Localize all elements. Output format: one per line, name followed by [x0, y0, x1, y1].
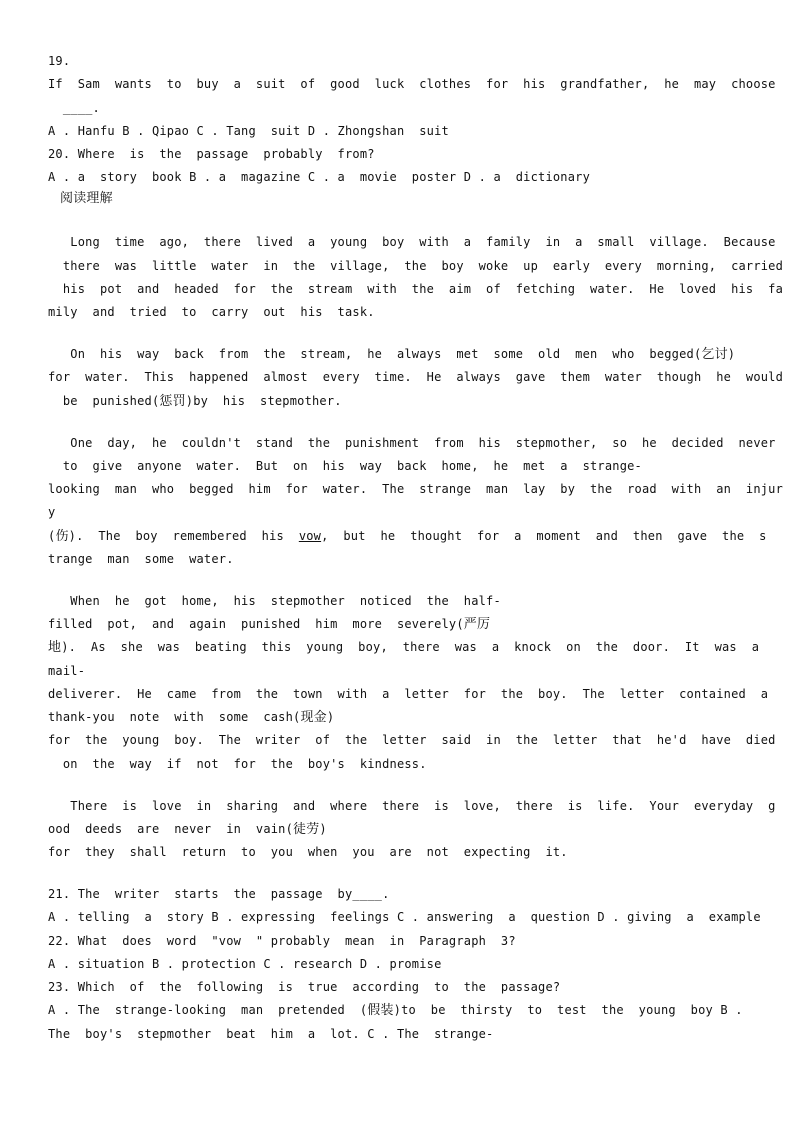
q21-options: A . telling a story B . expressing feelings C . answering a question D . giving a example [48, 910, 761, 924]
paragraph3-line1: One day, he couldn't stand the punishment from his stepmother, so he decided never [48, 436, 776, 450]
paragraph1-line3: his pot and headed for the stream with the aim of fetching water. He loved his fa [48, 282, 784, 296]
vow-word: vow [298, 529, 322, 543]
paragraph4-line8: on the way if not for the boy's kindness. [48, 757, 427, 771]
paragraph4-line7: for the young boy. The writer of the letter said in the letter that he'd have died [48, 733, 776, 747]
paragraph1-line2: there was little water in the village, the boy woke up early every morning, carried [48, 259, 784, 273]
paragraph4-line3: 地). As she was beating this young boy, there was a knock on the door. It was a [48, 640, 760, 655]
paragraph2-line3: be punished(惩罚)by his stepmother. [48, 394, 342, 409]
q23-options-line1: A . The strange-looking man pretended (假装)to be thirsty to test the young boy B . [48, 1003, 743, 1018]
paragraph4-line2: filled pot, and again punished him more severely(严厉 [48, 617, 491, 632]
paragraph5-line3: for they shall return to you when you are not expecting it. [48, 845, 568, 859]
paragraph2-line2: for water. This happened almost every time. He always gave them water though he would [48, 370, 784, 384]
paragraph1-line1: Long time ago, there lived a young boy with a family in a small village. Because [48, 235, 776, 249]
paragraph3-line6: trange man some water. [48, 552, 234, 566]
paragraph4-line5: deliverer. He came from the town with a letter for the boy. The letter contained a [48, 687, 769, 701]
q19-question-line1: If Sam wants to buy a suit of good luck clothes for his grandfather, he may choose [48, 77, 776, 91]
paragraph4-line1: When he got home, his stepmother noticed the half- [48, 594, 501, 608]
q19-question-line2: ____. [48, 101, 100, 115]
paragraph5-line1: There is love in sharing and where there is love, there is life. Your everyday g [48, 799, 776, 813]
paragraph4-line6: thank-you note with some cash(现金) [48, 710, 335, 725]
q22-question: 22. What does word "vow " probably mean in Paragraph 3? [48, 934, 516, 948]
paragraph3-line5: (伤). The boy remembered his vow, but he thought for a moment and then gave the s [48, 529, 767, 544]
paragraph3-line4: y [48, 505, 56, 519]
paragraph4-line4: mail- [48, 664, 86, 678]
paragraph3-line2: to give anyone water. But on his way back home, he met a strange- [48, 459, 642, 473]
paragraph2-line1: On his way back from the stream, he always met some old men who begged(乞讨) [48, 347, 736, 362]
q20-question: 20. Where is the passage probably from? [48, 147, 375, 161]
q19-number: 19. [48, 54, 71, 68]
q23-options-line2: The boy's stepmother beat him a lot. C . The strange- [48, 1027, 494, 1041]
q19-options: A . Hanfu B . Qipao C . Tang suit D . Zhongshan suit [48, 124, 449, 138]
q21-question: 21. The writer starts the passage by____. [48, 887, 390, 901]
q23-question: 23. Which of the following is true according to the passage? [48, 980, 561, 994]
q20-options: A . a story book B . a magazine C . a movie poster D . a dictionary [48, 170, 590, 184]
paragraph5-line2: ood deeds are never in vain(徒劳) [48, 822, 327, 837]
q22-options: A . situation B . protection C . research D . promise [48, 957, 442, 971]
section-title: 阅读理解 [60, 191, 113, 206]
paragraph1-line4: mily and tried to carry out his task. [48, 305, 375, 319]
paragraph3-line3: looking man who begged him for water. The strange man lay by the road with an injur [48, 482, 784, 496]
